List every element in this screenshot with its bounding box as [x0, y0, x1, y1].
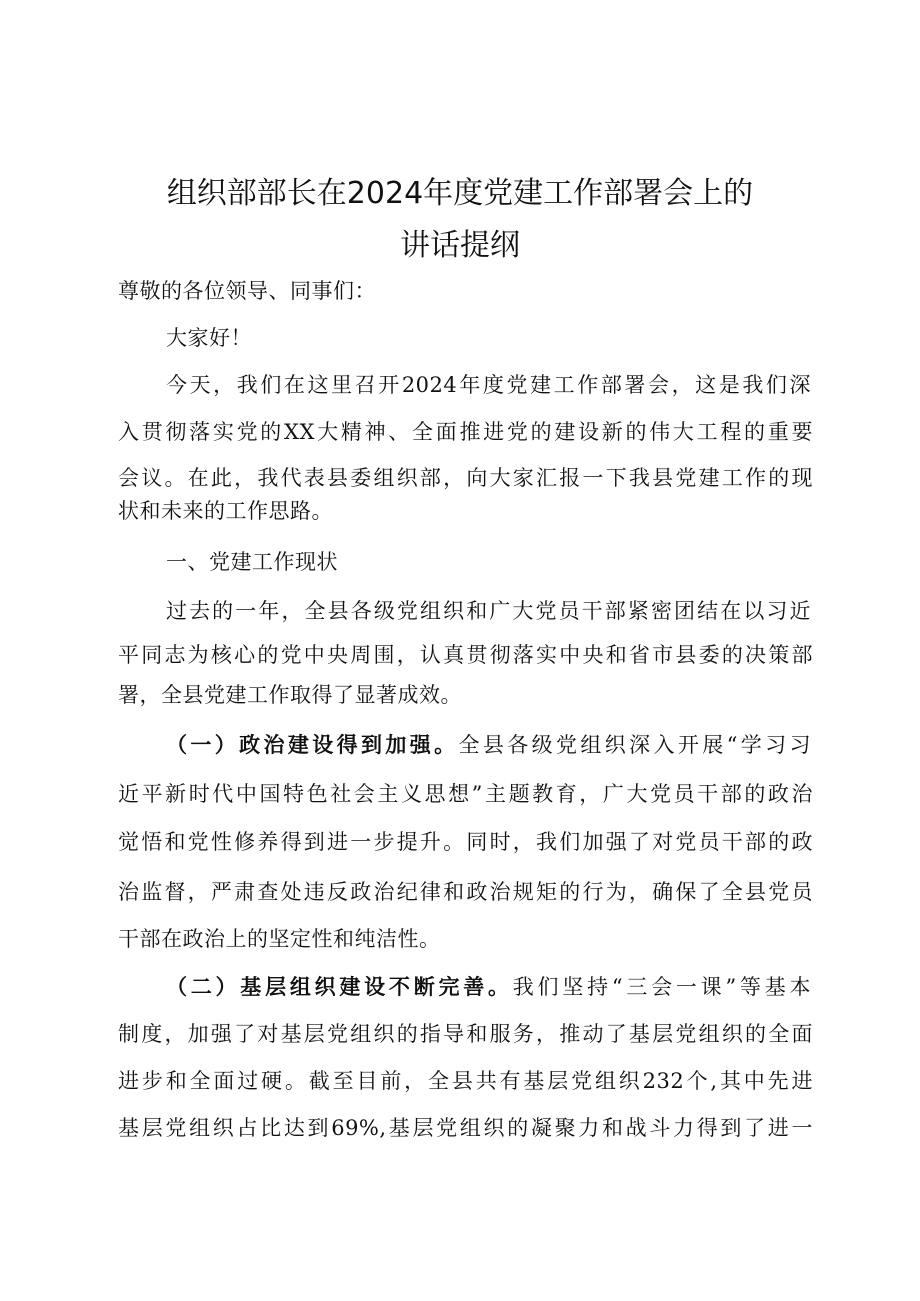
- section-1-line-2: 平同志为核心的党中央周围，认真贯彻落实中央和省市县委的决策部: [118, 643, 813, 667]
- point-1-first-line: [166, 730, 811, 760]
- document-title-line-1: 组织部部长在2024年度党建工作部署会上的: [166, 176, 754, 211]
- point-2-line-4: 基层党组织占比达到69%,基层党组织的凝聚力和战斗力得到了进一: [118, 1116, 813, 1140]
- point-2-first-line-text: 我们坚持“三会一课”等基本: [512, 975, 811, 999]
- point-2-line-2: 制度，加强了对基层党组织的指导和服务，推动了基层党组织的全面: [118, 1022, 813, 1046]
- intro-line-4: 状和未来的工作思路。: [118, 499, 333, 523]
- point-1-first-line-text: 全县各级党组织深入开展“学习习: [458, 733, 811, 757]
- section-1-line-1: 过去的一年，全县各级党组织和广大党员干部紧密团结在以习近: [166, 599, 811, 623]
- section-1-heading: 一、党建工作现状: [166, 550, 338, 574]
- point-1-line-2: 近平新时代中国特色社会主义思想”主题教育，广大党员干部的政治: [118, 782, 813, 806]
- point-2-first-line: [166, 972, 811, 1002]
- point-2-heading: （二）基层组织建设不断完善。: [166, 975, 513, 999]
- point-1-line-3: 觉悟和党性修养得到进一步提升。同时，我们加强了对党员干部的政: [118, 830, 813, 854]
- point-2-line-3: 进步和全面过硬。截至目前，全县共有基层党组织232个,其中先进: [118, 1069, 813, 1093]
- greeting: 大家好！: [166, 326, 252, 350]
- point-1-heading: （一）政治建设得到加强。: [166, 733, 459, 757]
- salutation: 尊敬的各位领导、同事们：: [118, 279, 376, 303]
- intro-line-1: 今天，我们在这里召开2024年度党建工作部署会，这是我们深: [166, 373, 811, 397]
- intro-line-2: 入贯彻落实党的XX大精神、全面推进党的建设新的伟大工程的重要: [118, 420, 813, 444]
- point-1-line-4: 治监督，严肃查处违反政治纪律和政治规矩的行为，确保了全县党员: [118, 880, 813, 904]
- intro-line-3: 会议。在此，我代表县委组织部，向大家汇报一下我县党建工作的现: [118, 466, 813, 490]
- document-title-line-2: 讲话提纲: [400, 228, 520, 263]
- section-1-line-3: 署，全县党建工作取得了显著成效。: [118, 683, 462, 707]
- point-1-line-5: 干部在政治上的坚定性和纯洁性。: [118, 927, 441, 951]
